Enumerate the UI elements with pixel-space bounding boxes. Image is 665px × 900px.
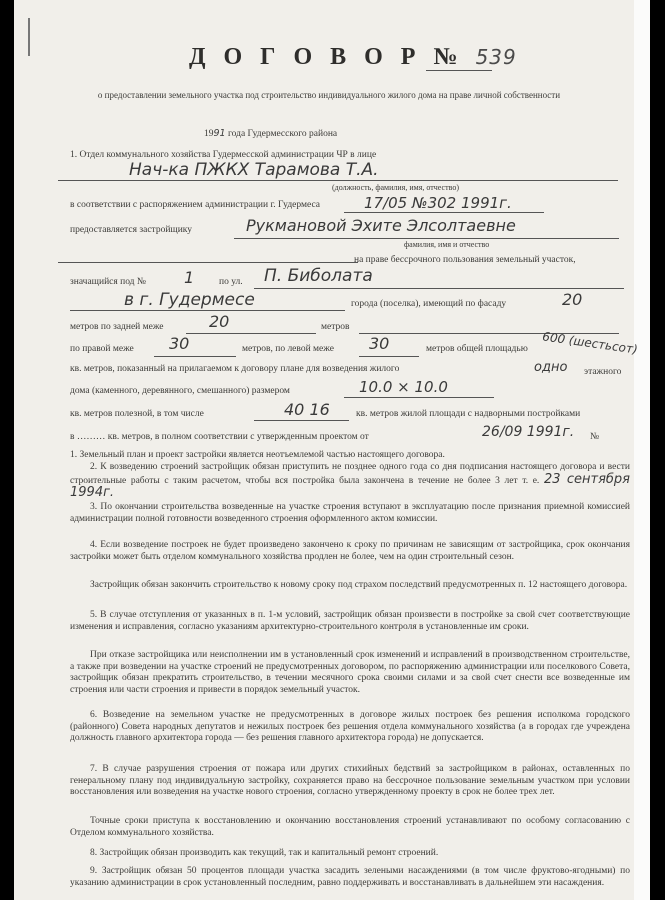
- house-text: дома (каменного, деревянного, смешанного) размером: [70, 386, 290, 396]
- clause-3-text: 3. По окончании строительства возведенные на участке строения вступают в эксплуатацию после признания приемной комиссией администрации полной готовности возведенного строения оформленного актом комиссии.: [70, 502, 630, 524]
- total-text: в ……… кв. метров, в полном соответствии с утвержденным проектом от: [70, 432, 369, 442]
- right-text: на праве бессрочного пользования земельный участок,: [354, 255, 576, 265]
- useful-text: кв. метров полезной, в том числе: [70, 409, 204, 419]
- person-caption: (должность, фамилия, имя, отчество): [332, 183, 459, 192]
- marked-text: значащийся под №: [70, 277, 146, 287]
- grant-text: предоставляется застройщику: [70, 225, 193, 235]
- handwritten-floors: одно: [534, 360, 568, 375]
- basis-text: в соответствии с распоряжением администрации г. Гудермеса: [70, 200, 320, 210]
- living-text: кв. метров жилой площади с надворными постройками: [356, 409, 581, 419]
- year-line: 1991 года Гудермесского района: [204, 128, 338, 139]
- clause-4-text: 4. Если возведение построек не будет произведено закончено к сроку по причинам не зависящим от застройщика, срок окончания застройки может быть отделом коммунального хозяйства продлен не более, чем на один строительный сезон.: [70, 540, 630, 562]
- clause-1-intro: 1. Отдел коммунального хозяйства Гудермесской администрации ЧР в лице: [70, 150, 377, 160]
- document-subtitle: о предоставлении земельного участка под строительство индивидуального жилого дома на праве личной собственности: [97, 90, 561, 100]
- punch-mark: [28, 18, 30, 56]
- document-title: Д О Г О В О Р № 539: [189, 44, 517, 70]
- handwritten-size: 10.0 × 10.0: [359, 378, 448, 396]
- handwritten-street: П. Биболата: [264, 266, 373, 286]
- clause-4b-text: Застройщик обязан закончить строительство к новому сроку под страхом последствий предусмотренных п. 12 настоящего договора.: [90, 580, 628, 590]
- street-text: по ул.: [219, 277, 243, 287]
- clause-8-text: 8. Застройщик обязан производить как текущий, так и капитальный ремонт строений.: [90, 848, 439, 858]
- handwritten-lot: 1: [184, 268, 195, 287]
- floors-text: этажного: [584, 367, 622, 377]
- handwritten-basis: 17/05 №302 1991г.: [364, 194, 512, 212]
- rear-unit: метров: [321, 322, 350, 332]
- number-sign: №: [590, 432, 600, 442]
- handwritten-useful: 40 16: [284, 400, 330, 419]
- contract-page: [14, 0, 650, 900]
- clause-7-text: 7. В случае разрушения строения от пожара или других стихийных бедствий за застройщиком в районах, оставленных по генеральному плану под индивидуальную застройку, сохраняется право на бессрочное пользование земельным участком при условии восстановления или возведения на участке нового строения, согласно утвержденному проекту в срок не более трех лет.: [70, 764, 630, 797]
- clause-1-text: 1. Земельный план и проект застройки является неотъемлемой частью настоящего договора.: [70, 450, 445, 460]
- handwritten-rear: 20: [209, 312, 230, 331]
- clause-5b-text: При отказе застройщика или неисполнении им в установленный срок изменений и исправлений в производственном строительстве, а также при возведении на участке строений не предусмотренных договором, по распоряжению администрации или поселкового Совета, застройщик обязан прекратить строительство, в течении месячного срока своими силами и за свой счет снести все возведенные им строения или части строения и привести в порядок земельный участок.: [70, 650, 630, 695]
- clause-9-text: 9. Застройщик обязан 50 процентов площади участка засадить зелеными насаждениями (в том числе фруктово-ягодными) по указанию администрации в срок установленный последним, равно поддерживать и восстанавливать в дальнейшем эти насаждения.: [70, 866, 630, 888]
- handwritten-area: 600 (шестьсот): [541, 329, 639, 357]
- rear-text: метров по задней меже: [70, 322, 164, 332]
- plan-text: кв. метров, показанный на прилагаемом к договору плане для возведения жилого: [70, 364, 400, 374]
- clause-5-text: 5. В случае отступления от указанных в п. 1-м условий, застройщик обязан произвести в постройке за свой счет соответствующие изменения и исправления, согласно указаниям архитектурно-строительного контроля в установленные им сроки.: [70, 610, 630, 632]
- left-side-text: метров, по левой меже: [242, 344, 334, 354]
- handwritten-right: 30: [169, 334, 190, 353]
- grantee-caption: фамилия, имя и отчество: [404, 240, 490, 249]
- handwritten-date: 26/09 1991г.: [482, 424, 575, 440]
- clause-7b-text: Точные сроки приступа к восстановлению и окончанию восстановления строений устанавливают по особому согласованию с Отделом коммунального хозяйства.: [70, 816, 630, 838]
- right-side-text: по правой меже: [70, 344, 134, 354]
- contract-number: 539: [475, 45, 517, 69]
- handwritten-person: Нач-ка ПЖКХ Тарамова Т.А.: [129, 160, 379, 180]
- handwritten-city: в г. Гудермесе: [124, 290, 255, 310]
- handwritten-grantee: Рукмановой Эхите Элсолтаевне: [246, 216, 516, 235]
- handwritten-left: 30: [369, 334, 390, 353]
- area-text: метров общей площадью: [426, 344, 528, 354]
- handwritten-facade: 20: [562, 290, 583, 309]
- clause-6-text: 6. Возведение на земельном участке не предусмотренных в договоре жилых построек без решения исполкома городского (районного) Совета народных депутатов и нежилых построек без решения отдела коммунального хозяйства (а в городах где учреждена должность главного архитектора города — без решения главного архитектора города) не допускается.: [70, 710, 630, 743]
- city-text: города (поселка), имеющий по фасаду: [351, 299, 507, 309]
- clause-2-text: 2. К возведению строений застройщик обязан приступить не позднее одного года со дня подписания настоящего договора и вести строительные работы с таким расчетом, чтобы вся постройка была закончена в течение не более 3 лет т. е. 23 сентября 1994г.: [70, 462, 630, 500]
- page-edge: [634, 0, 650, 900]
